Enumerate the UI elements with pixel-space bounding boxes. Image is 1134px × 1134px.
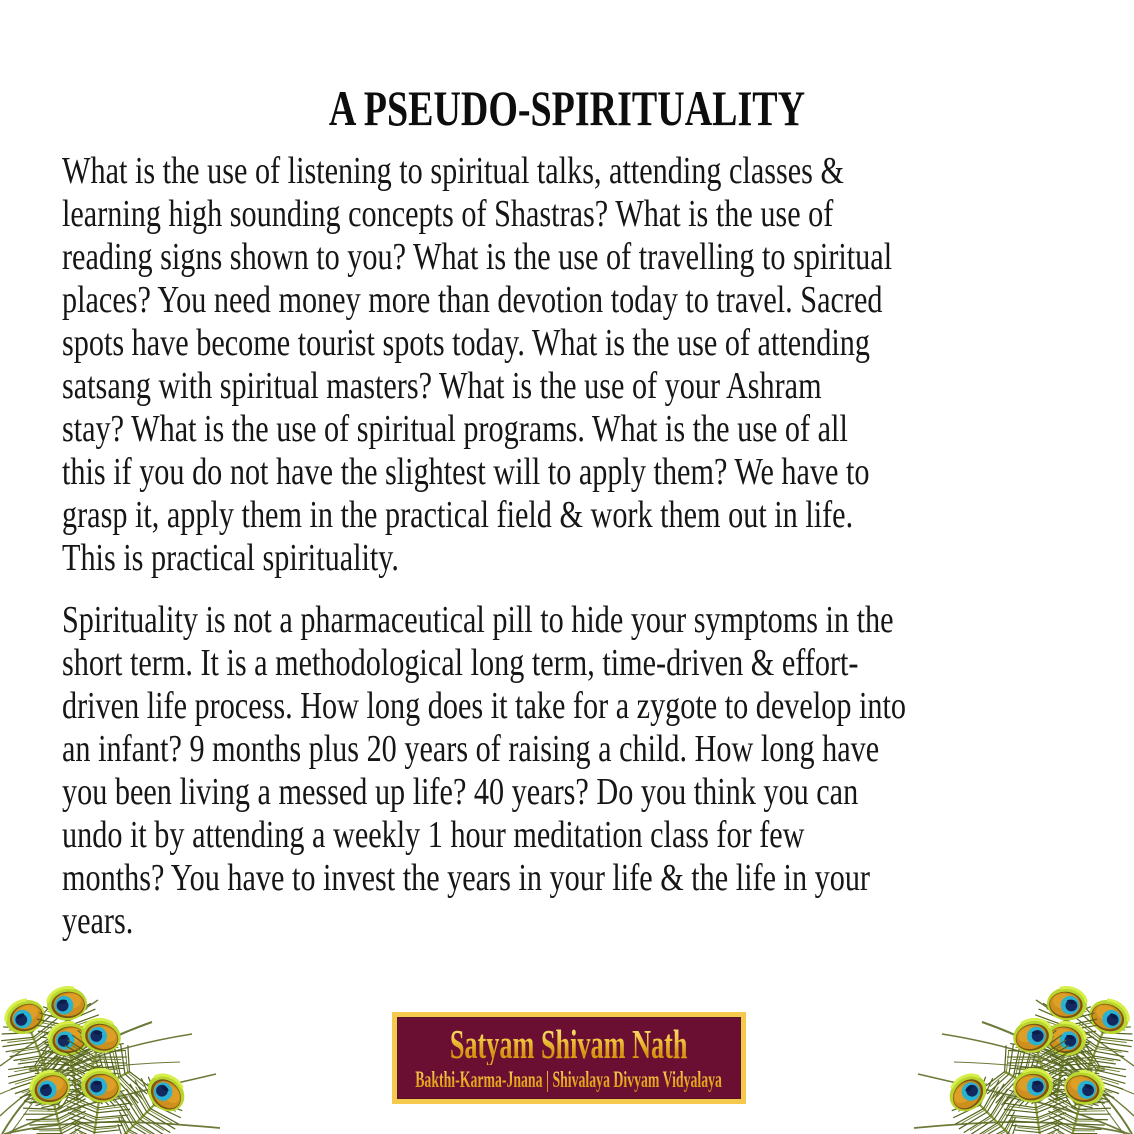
peacock-feathers-left-icon [0,944,220,1134]
paragraph-1 [62,150,1080,580]
text-line: driven life process. How long does it take for a zygote to develop into [62,685,906,727]
text-line: you been living a messed up life? 40 years? Do you think you can [62,771,859,813]
text-line: short term. It is a methodological long term, time-driven & effort- [62,642,859,684]
text-line: this if you do not have the slightest will to apply them? We have to [62,451,870,493]
footer-banner [392,1012,746,1104]
text-line: places? You need money more than devotion today to travel. Sacred [62,279,883,321]
paragraph-2 [62,599,1080,943]
text-line: undo it by attending a weekly 1 hour meditation class for few [62,814,805,856]
banner-subtitle: Bakthi-Karma-Jnana | Shivalaya Divyam Vidyalaya [415,1067,723,1092]
text-line: stay? What is the use of spiritual programs. What is the use of all [62,408,848,450]
page-title: A PSEUDO-SPIRITUALITY [328,79,806,136]
text-line: learning high sounding concepts of Shastras? What is the use of [62,193,834,235]
text-line: spots have become tourist spots today. What is the use of attending [62,322,870,364]
text-line: Spirituality is not a pharmaceutical pill to hide your symptoms in the [62,599,894,641]
text-line: reading signs shown to you? What is the use of travelling to spiritual [62,236,893,278]
peacock-feathers-right-icon [914,944,1134,1134]
text-line: years. [62,900,134,942]
text-line: What is the use of listening to spiritual talks, attending classes & [62,150,844,192]
banner-title: Satyam Shivam Nath [450,1021,688,1067]
text-line: an infant? 9 months plus 20 years of raising a child. How long have [62,728,880,770]
text-line: grasp it, apply them in the practical field & work them out in life. [62,494,854,536]
text-line: months? You have to invest the years in your life & the life in your [62,857,870,899]
text-line: This is practical spirituality. [62,537,399,579]
text-line: satsang with spiritual masters? What is the use of your Ashram [62,365,822,407]
